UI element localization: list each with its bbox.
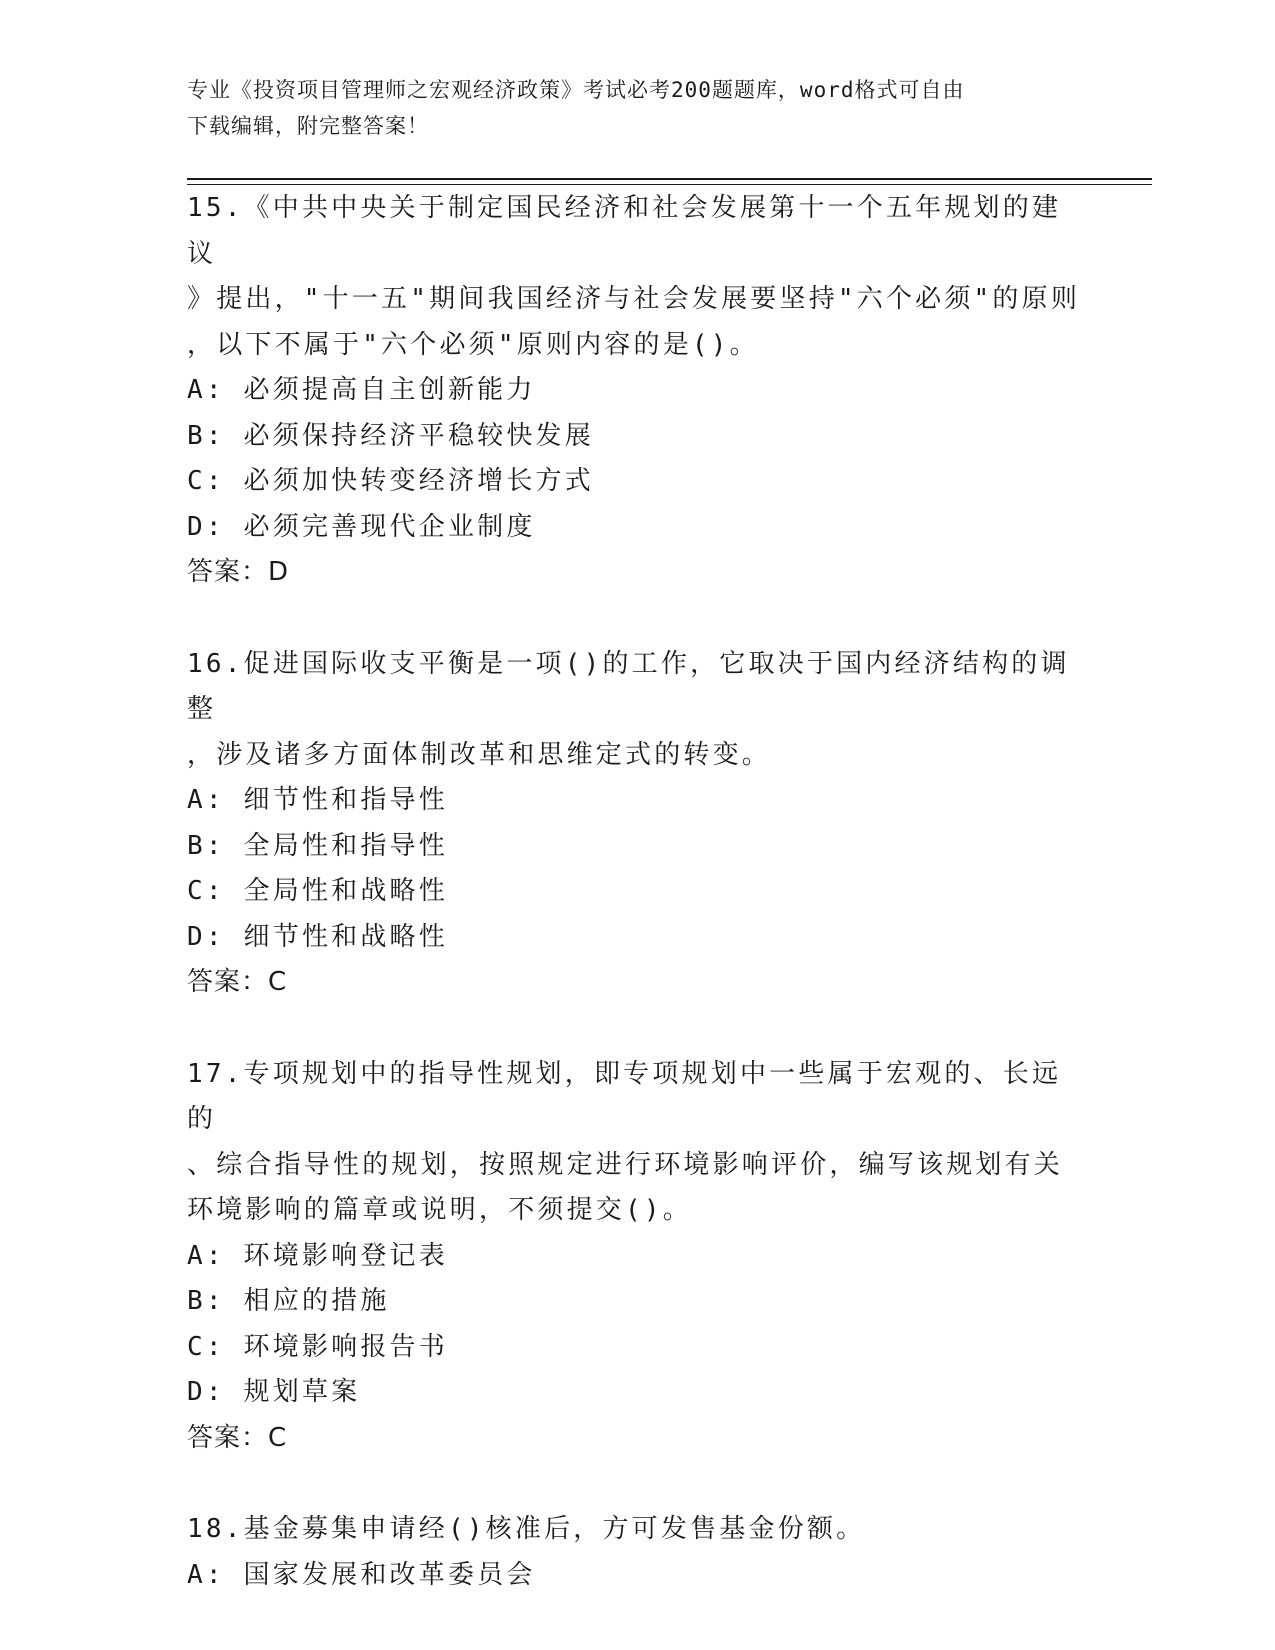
answer-line: 答案：C bbox=[187, 1422, 288, 1453]
option-c: C: 必须加快转变经济增长方式 bbox=[187, 466, 594, 496]
answer-line: 答案：C bbox=[187, 967, 288, 997]
header-line-2: 下载编辑，附完整答案！ bbox=[187, 114, 429, 138]
header-divider-thin bbox=[187, 184, 1152, 185]
question-text-line: ，涉及诸多方面体制改革和思维定式的转变。 bbox=[187, 739, 772, 770]
option-c: C: 环境影响报告书 bbox=[187, 1331, 448, 1362]
question-list bbox=[187, 186, 1087, 1644]
question-text-line: 15.《中共中央关于制定国民经济和社会发展第十一个五年规划的建议 bbox=[187, 193, 1062, 269]
question-text-line: ，以下不属于"六个必须"原则内容的是()。 bbox=[187, 329, 759, 360]
question-text-line: 16.促进国际收支平衡是一项()的工作，它取决于国内经济结构的调整 bbox=[187, 648, 1070, 724]
option-a: A: 必须提高自主创新能力 bbox=[187, 375, 536, 405]
option-d: D: 细节性和战略性 bbox=[187, 921, 448, 952]
question-text-line: 18.基金募集申请经()核准后，方可发售基金份额。 bbox=[187, 1514, 866, 1544]
question-18 bbox=[187, 1507, 1087, 1598]
option-b: B: 必须保持经济平稳较快发展 bbox=[187, 420, 594, 451]
option-a: A: 国家发展和改革委员会 bbox=[187, 1559, 536, 1590]
option-b: B: 全局性和指导性 bbox=[187, 830, 448, 861]
option-d: D: 必须完善现代企业制度 bbox=[187, 511, 536, 542]
option-a: A: 细节性和指导性 bbox=[187, 785, 448, 815]
question-16 bbox=[187, 642, 1087, 1006]
question-17 bbox=[187, 1052, 1087, 1462]
option-b: B: 相应的措施 bbox=[187, 1286, 390, 1316]
option-d: D: 规划草案 bbox=[187, 1377, 361, 1407]
question-text-line: 环境影响的篇章或说明，不须提交()。 bbox=[187, 1195, 692, 1225]
question-text-line: 、综合指导性的规划，按照规定进行环境影响评价，编写该规划有关 bbox=[187, 1149, 1064, 1180]
question-text-line: 》提出，"十一五"期间我国经济与社会发展要坚持"六个必须"的原则 bbox=[187, 284, 1081, 314]
document-header bbox=[187, 72, 1067, 144]
question-text-line: 17.专项规划中的指导性规划，即专项规划中一些属于宏观的、长远的 bbox=[187, 1058, 1062, 1134]
header-divider-thick bbox=[187, 178, 1152, 180]
option-a: A: 环境影响登记表 bbox=[187, 1240, 448, 1271]
header-line-1: 专业《投资项目管理师之宏观经济政策》考试必考200题题库，word格式可自由 bbox=[187, 78, 965, 102]
answer-line: 答案：D bbox=[187, 557, 290, 587]
question-15 bbox=[187, 186, 1087, 596]
option-c: C: 全局性和战略性 bbox=[187, 876, 448, 906]
